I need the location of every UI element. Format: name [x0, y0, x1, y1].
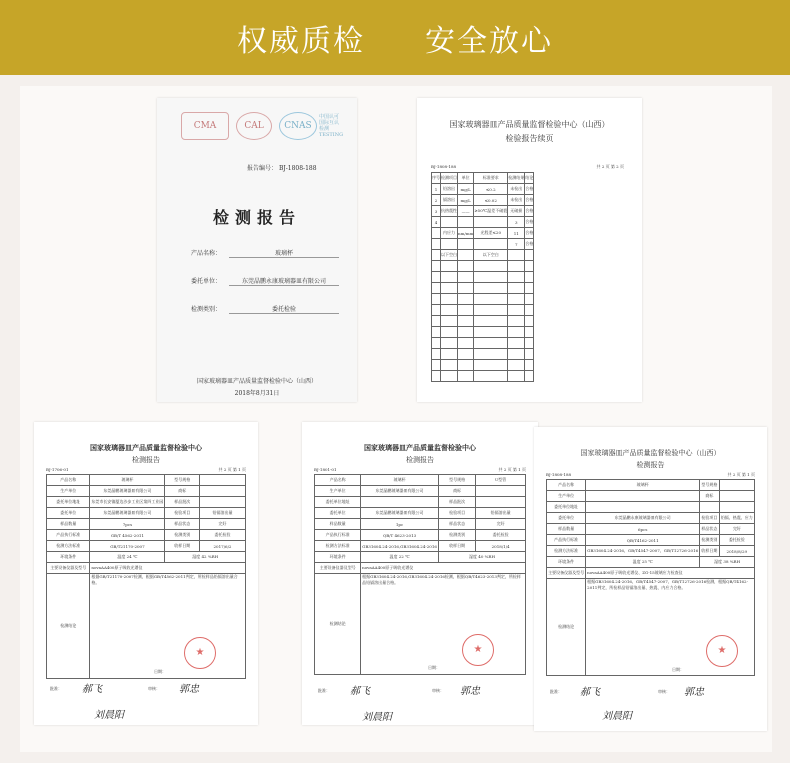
report2-date-label: 日期：: [428, 665, 440, 670]
report1-header: BJ-1706-01 共 2 页 第 1 页: [46, 467, 246, 472]
report-number: 报告编号： BJ-1808-188: [247, 165, 317, 172]
table-row: 1 铅溶出 mg/L ≤0.2 未检出 合格: [432, 184, 534, 195]
report3-review-signature: 郭忠: [684, 687, 704, 698]
report1-review-label: 审核：: [148, 686, 160, 691]
table-row: 以下空白 以下空白: [432, 250, 534, 261]
title-banner: [0, 0, 790, 75]
table-row: 环境条件 温度 24 ℃ 湿度 42 %RH: [47, 552, 246, 563]
table-row: 样品数量 1pc 样品状态 完好: [315, 519, 526, 530]
cover-center-name: 国家玻璃器皿产品质量监督检验中心（山西）: [196, 378, 317, 385]
report1-bottom-signature: 刘晨阳: [94, 710, 124, 721]
table-row: [432, 272, 534, 283]
table-row: 产品名称 玻璃杯 型号规格: [47, 475, 246, 486]
table-row: 检测方法标准 GB/T21170-2007 收样日期 2017/6/2: [47, 541, 246, 552]
report2-approve-signature: 郝飞: [350, 686, 370, 697]
report-continuation-page[interactable]: [417, 98, 642, 402]
official-stamp: ★: [706, 635, 738, 667]
table-row: 4 3 合格: [432, 217, 534, 228]
table-row: 2 镉溶出 mg/L ≤0.02 未检出 合格: [432, 195, 534, 206]
table-row: 委托单位 东莞晶鹏永康玻璃器皿有限公司 检验项目 铅镉、热震、应力: [547, 513, 755, 524]
table-row: 委托单位 东莞晶鹏玻璃器皿有限公司 检验项目 铅镉溶出量: [47, 508, 246, 519]
table-row: 产品执行标准 GB/T 4562-2011 检测类别 委托检验: [47, 530, 246, 541]
report2-review-signature: 郭忠: [460, 686, 480, 697]
report1-table: [46, 474, 246, 679]
report1-title: 国家玻璃器皿产品质量监督检验中心 检测报告: [90, 443, 202, 464]
report2-table: [314, 474, 526, 675]
certificates-area: [20, 86, 772, 752]
cover-title: 检测报告: [212, 208, 301, 227]
report3-review-label: 审核：: [658, 689, 670, 694]
table-row: 委托单位地址 样品批次: [315, 497, 526, 508]
table-row: 环境条件 温度 22 ℃ 湿度 40 %RH: [315, 552, 526, 563]
table-row: 样品数量 7pcs 样品状态 完好: [47, 519, 246, 530]
report1-review-signature: 郭忠: [179, 684, 199, 695]
table-row: 产品执行标准 QB/T 4623-2013 检测类别 委托检验: [315, 530, 526, 541]
table-row: 样品数量 6pcs 样品状态 完好: [547, 524, 755, 535]
table-row: 检测方法标准 GB31604.24-2016,GB31604.24-2016 收样日期 2018/1/4: [315, 541, 526, 552]
table-header-row: 序号 检测项目 单位 标准要求 检测结果 结论: [432, 173, 534, 184]
table-row: 环境条件 温度 25 ℃ 湿度 38 %RH: [547, 557, 755, 568]
table-row: [432, 338, 534, 349]
report-cover-page[interactable]: [157, 98, 357, 402]
table-row: 产品名称 玻璃杯 型号规格: [547, 480, 755, 491]
table-row: 生产单位 东莞晶鹏玻璃器皿有限公司 商标: [47, 486, 246, 497]
table-row: 委托单位地址: [547, 502, 755, 513]
table-row: 检测结论 根据GB/T21170-2007检测，根据GB/T4562-2011判定，所检样品铅镉溶出量合格。: [47, 574, 246, 679]
table-row: 检测方法标准 GB31604.24-2016、GB/T4547-2007、GB/T12726-2016 收样日期 2018/8/29: [547, 546, 755, 557]
banner-right-text: 安全放心: [425, 23, 553, 59]
continuation-table: [431, 172, 534, 382]
cnas-logo: CNAS: [279, 112, 317, 140]
report1-approve-label: 批准：: [50, 686, 62, 691]
report2-bottom-signature: 刘晨阳: [362, 712, 392, 723]
report3-header: BJ-1808-188 共 2 页 第 1 页: [546, 472, 755, 477]
report3-title: 国家玻璃器皿产品质量监督检验中心（山西） 检测报告: [580, 449, 721, 469]
official-stamp: ★: [462, 634, 494, 666]
table-row: 检测结论 根据GB31604.24-2016、GB/T4547-2007、GB/T12726-2016检测，根据QB/T4162-2011判定，所检样品铅镉溶出量、热震、内应力合格。: [547, 579, 755, 676]
table-row: [432, 305, 534, 316]
table-row: [432, 316, 534, 327]
report-page-1[interactable]: [34, 422, 258, 725]
report-page-2[interactable]: [302, 422, 538, 725]
continuation-header: BJ-1808-188 共 2 页 第 2 页: [431, 164, 624, 169]
table-row: 生产单位 商标: [547, 491, 755, 502]
cnas-subtext: 中国认可 国际互认 检测 TESTING: [319, 114, 344, 138]
table-row: 委托单位 东莞晶鹏玻璃器皿有限公司 检验项目 铅镉溶出量: [315, 508, 526, 519]
report3-approve-signature: 郝飞: [580, 687, 600, 698]
table-row: [432, 349, 534, 360]
cover-client-row: 委托单位： 东莞晶鹏永康玻璃器皿有限公司: [191, 276, 339, 286]
table-row: [432, 261, 534, 272]
report1-approve-signature: 郝飞: [82, 684, 102, 695]
table-row: 产品名称 玻璃杯 型号规格 U型管: [315, 475, 526, 486]
certification-logos: [181, 112, 343, 140]
table-row: 主要设备仪器及型号 novaAA400原子吸收光谱仪、ZG-15玻璃应力检查仪: [547, 568, 755, 579]
report-page-3[interactable]: [534, 427, 767, 731]
report2-approve-label: 批准：: [318, 688, 330, 693]
table-row: 3 抗热震性 —— ≥50℃温差不破裂 无破损 合格: [432, 206, 534, 217]
table-row: [432, 294, 534, 305]
cma-logo: CMA: [181, 112, 229, 140]
table-row: 委托单位地址 东莞市长安镇厦边沙步工业区第四工业园 样品批次: [47, 497, 246, 508]
cal-logo: CAL: [236, 112, 272, 140]
table-row: 内应力 nm/mm 光程差≤20 11 合格: [432, 228, 534, 239]
table-row: 7 合格: [432, 239, 534, 250]
table-row: 主要设备仪器及型号 novaAA400原子吸收光谱仪: [47, 563, 246, 574]
table-row: 产品执行标准 QB/T4162-2011 检测类别 委托检验: [547, 535, 755, 546]
table-row: [432, 371, 534, 382]
table-row: 主要设备仪器及型号 novaAA400原子吸收光谱仪: [315, 563, 526, 574]
table-row: [432, 327, 534, 338]
table-row: [432, 283, 534, 294]
banner-left-text: 权威质检: [237, 23, 365, 59]
table-row: 检测结论 根据GB31604.24-2016,GB31604.24-2016检测，根据QB/T4623-2013判定，所检样品铅镉溶出量合格。: [315, 574, 526, 675]
report2-title: 国家玻璃器皿产品质量监督检验中心 检测报告: [364, 443, 476, 464]
cover-type-row: 检测类别： 委托检验: [191, 304, 339, 314]
report1-date-label: 日期：: [154, 669, 166, 674]
cover-date: 2018年8月31日: [234, 390, 280, 397]
table-row: [432, 360, 534, 371]
report2-review-label: 审核：: [432, 688, 444, 693]
report3-bottom-signature: 刘晨阳: [602, 711, 632, 722]
report3-date-label: 日期：: [672, 667, 684, 672]
cover-product-row: 产品名称： 玻璃杯: [191, 248, 339, 258]
continuation-title: 国家玻璃器皿产品质量监督检验中心（山西） 检验报告续页: [449, 120, 610, 143]
report3-approve-label: 批准：: [550, 689, 562, 694]
report2-header: BJ-1801-01 共 2 页 第 1 页: [314, 467, 526, 472]
table-row: 生产单位 东莞晶鹏玻璃器皿有限公司 商标: [315, 486, 526, 497]
official-stamp: ★: [184, 637, 216, 669]
